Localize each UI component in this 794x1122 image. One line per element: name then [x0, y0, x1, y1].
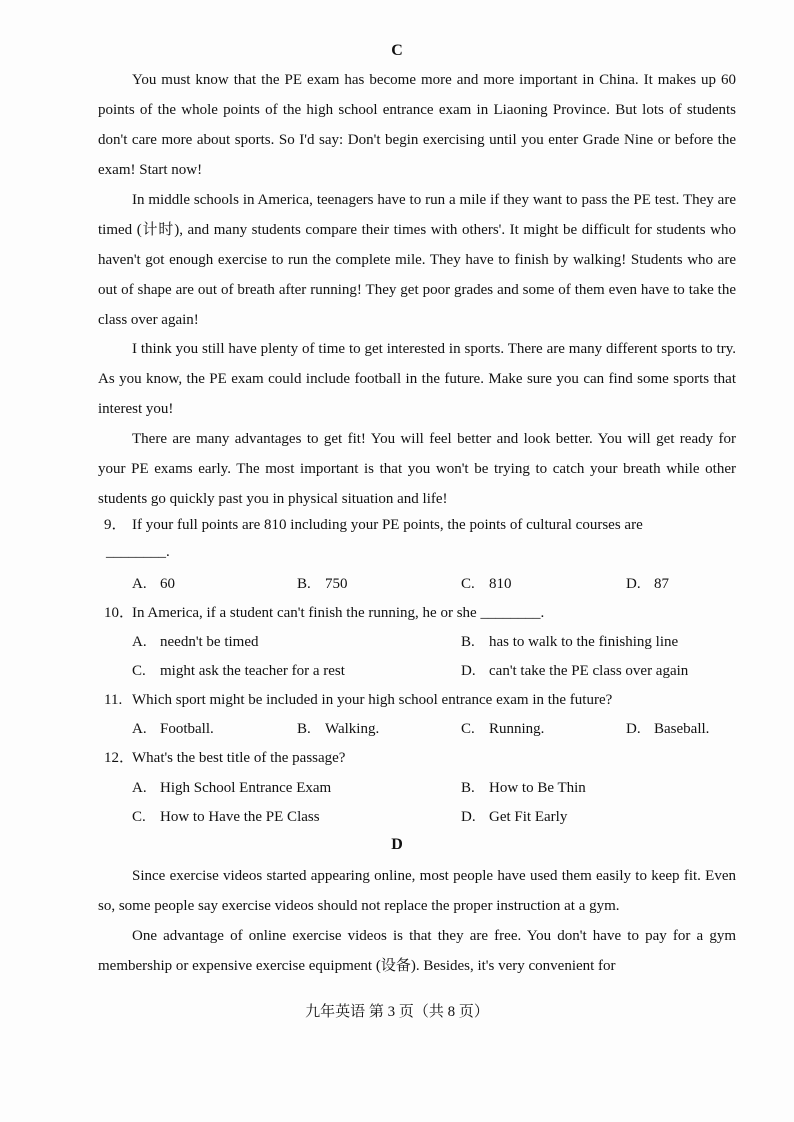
option-label: B.	[297, 721, 311, 737]
option-text: How to Be Thin	[489, 780, 586, 796]
option-label: D.	[626, 721, 641, 737]
option-text: Running.	[489, 721, 545, 737]
option-label: C.	[461, 576, 475, 592]
option-text: Baseball.	[654, 721, 710, 737]
answer-blank: ________.	[106, 544, 170, 560]
question-12	[104, 747, 734, 769]
question-number: 12．	[104, 750, 135, 766]
section-d-paragraph-2: One advantage of online exercise videos is that they are free. You don't have to pay for a gym membership or expensive exercise equipment (设备). Besides, it's very convenient for	[98, 928, 736, 974]
section-c-paragraph-2: In middle schools in America, teenagers have to run a mile if they want to pass the PE test. They are timed (计时), and many students compare their times with others'. It might be difficult for students who haven't got enough exercise to run the complete mile. They have to finish by walking! Students who are out of shape are out of breath after running! They get poor grades and some of them even have to take the class over again!	[98, 192, 736, 328]
option-b[interactable]	[297, 573, 348, 595]
option-b[interactable]	[461, 777, 586, 799]
option-d[interactable]	[626, 718, 709, 740]
section-c-paragraph-3: I think you still have plenty of time to get interested in sports. There are many different sports to try. As you know, the PE exam could include football in the future. Make sure you can find some sports that interest you!	[98, 341, 736, 417]
question-text: If your full points are 810 including your PE points, the points of cultural courses are	[132, 517, 643, 533]
question-10	[104, 602, 734, 624]
option-label: A.	[132, 721, 147, 737]
option-c[interactable]	[132, 806, 320, 828]
option-text: needn't be timed	[160, 634, 259, 650]
section-c-paragraph-4: There are many advantages to get fit! You will feel better and look better. You will get ready for your PE exams early. The most important is that you won't be trying to catch your breath while other students go quickly past you in physical situation and life!	[98, 431, 736, 507]
question-number: 11.	[104, 692, 123, 708]
option-text: 87	[654, 576, 669, 592]
page-footer: 九年英语 第 3 页（共 8 页）	[305, 1004, 489, 1020]
section-c-heading: C	[391, 42, 403, 59]
option-a[interactable]	[132, 718, 214, 740]
option-a[interactable]	[132, 631, 259, 653]
option-d[interactable]	[626, 573, 669, 595]
section-d-heading: D	[391, 836, 403, 853]
question-9	[104, 514, 734, 536]
option-label: D.	[626, 576, 641, 592]
option-text: has to walk to the finishing line	[489, 634, 679, 650]
option-label: D.	[461, 809, 476, 825]
option-label: A.	[132, 576, 147, 592]
option-text: High School Entrance Exam	[160, 780, 332, 796]
option-label: B.	[461, 634, 475, 650]
option-label: B.	[297, 576, 311, 592]
option-a[interactable]	[132, 777, 331, 799]
option-text: might ask the teacher for a rest	[160, 663, 345, 679]
option-c[interactable]	[132, 660, 345, 682]
option-text: Football.	[160, 721, 214, 737]
option-text: can't take the PE class over again	[489, 663, 689, 679]
option-label: C.	[132, 809, 146, 825]
question-text: Which sport might be included in your high school entrance exam in the future?	[132, 692, 613, 708]
section-c-paragraph-1: You must know that the PE exam has become more and more important in China. It makes up 60 points of the whole points of the high school entrance exam in Liaoning Province. But lots of students don't care more about sports. So I'd say: Don't begin exercising until you enter Grade Nine or before the exam! Start now!	[98, 72, 736, 178]
question-text: In America, if a student can't finish the running, he or she ________.	[132, 605, 545, 621]
option-text: How to Have the PE Class	[160, 809, 320, 825]
option-label: C.	[461, 721, 475, 737]
question-number: 10．	[104, 605, 135, 621]
option-c[interactable]	[461, 573, 512, 595]
question-11	[104, 689, 734, 711]
option-label: D.	[461, 663, 476, 679]
option-text: 750	[325, 576, 348, 592]
option-b[interactable]	[461, 631, 678, 653]
option-label: C.	[132, 663, 146, 679]
option-c[interactable]	[461, 718, 544, 740]
option-d[interactable]	[461, 660, 688, 682]
option-label: B.	[461, 780, 475, 796]
option-d[interactable]	[461, 806, 567, 828]
option-text: 60	[160, 576, 175, 592]
option-text: 810	[489, 576, 512, 592]
option-b[interactable]	[297, 718, 379, 740]
option-a[interactable]	[132, 573, 175, 595]
option-text: Walking.	[325, 721, 380, 737]
option-text: Get Fit Early	[489, 809, 568, 825]
option-label: A.	[132, 780, 147, 796]
section-d-paragraph-1: Since exercise videos started appearing online, most people have used them easily to keep fit. Even so, some people say exercise videos should not replace the proper instruction at a gym.	[98, 868, 736, 914]
question-number: 9．	[104, 517, 127, 533]
question-text: What's the best title of the passage?	[132, 750, 346, 766]
option-label: A.	[132, 634, 147, 650]
